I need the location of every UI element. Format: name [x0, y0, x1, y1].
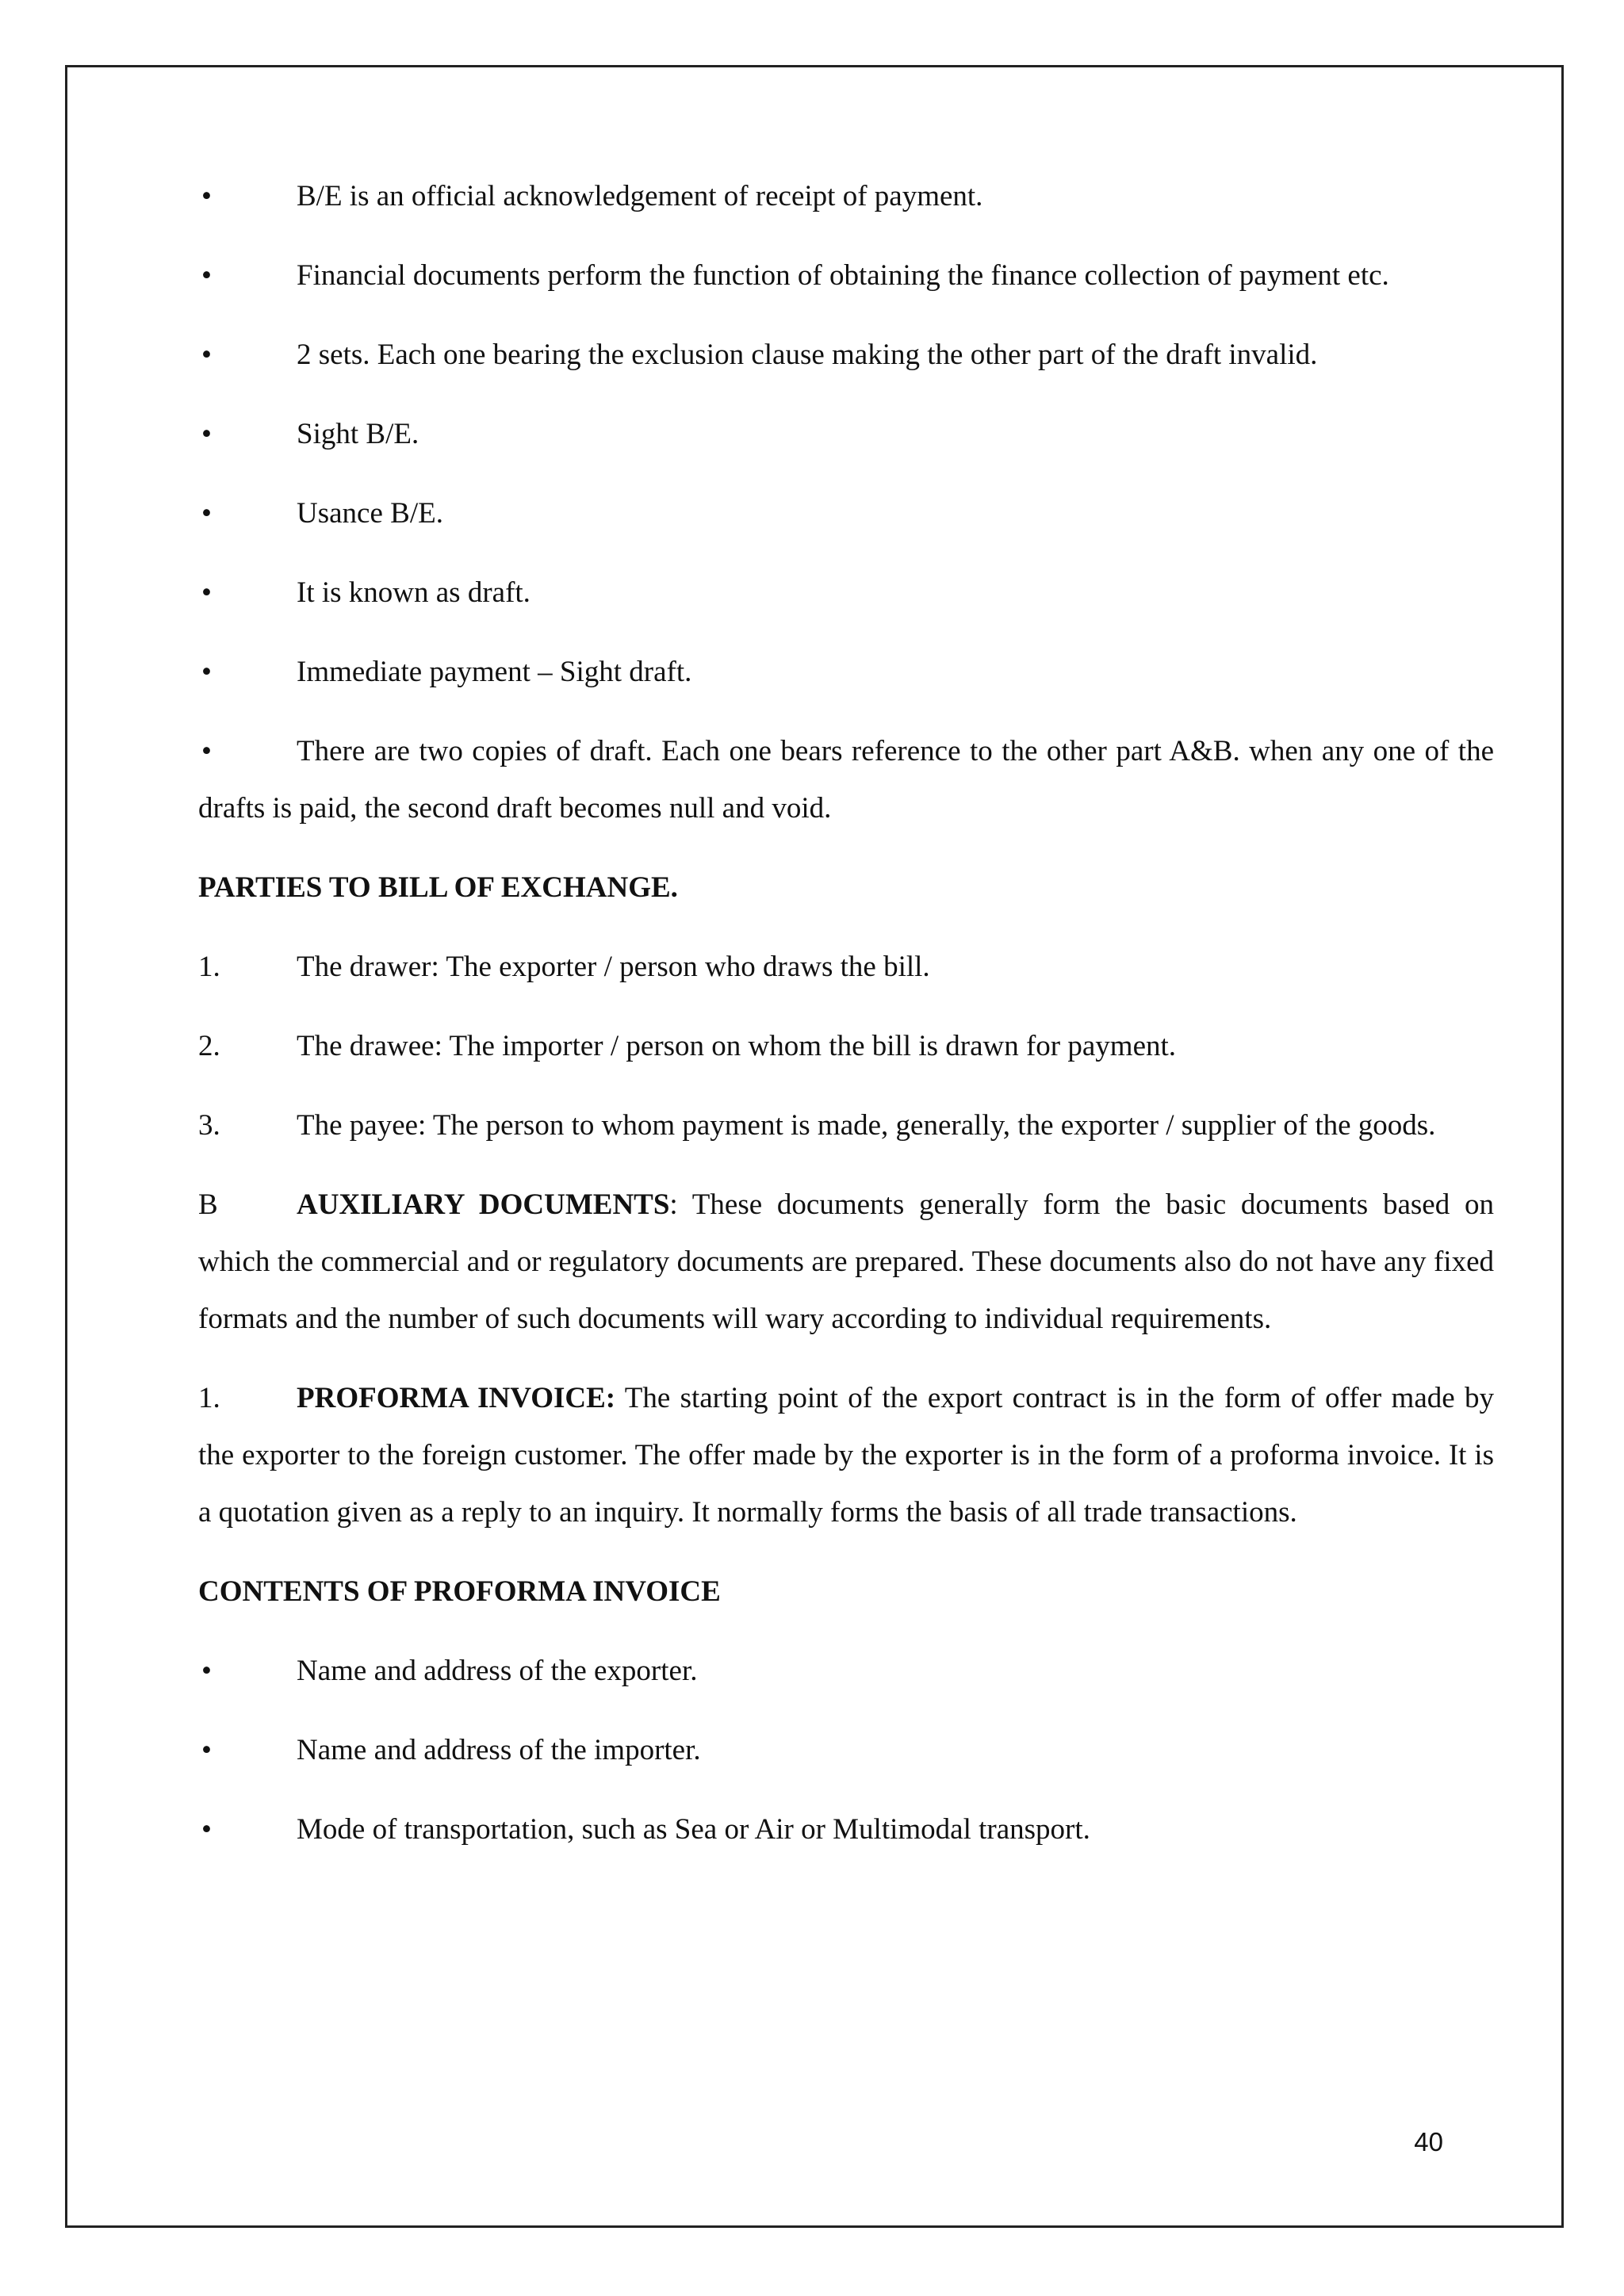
bullet-marker: •: [201, 339, 212, 371]
section-heading-contents: CONTENTS OF PROFORMA INVOICE: [198, 1575, 721, 1608]
bullet-marker: •: [201, 735, 212, 767]
list-item: [198, 168, 1494, 225]
term-label: AUXILIARY DOCUMENTS: [297, 1188, 670, 1221]
section-letter: B: [198, 1188, 218, 1221]
numbered-item: [198, 939, 1494, 996]
list-item-text: It is known as draft.: [297, 576, 530, 609]
item-number: 1.: [198, 1382, 220, 1414]
term-description: : These documents generally form the basic documents based on which the commercial and or regulatory documents are prepared. These documents also do not have any fixed formats and the number of such documents will wary according to individual requirements.: [198, 1188, 1494, 1335]
bullet-marker: •: [201, 418, 212, 450]
proforma-invoice-paragraph: [198, 1370, 1494, 1541]
numbered-item-text: The drawee: The importer / person on whom the bill is drawn for payment.: [297, 1030, 1177, 1062]
bullet-marker: •: [201, 656, 212, 688]
auxiliary-documents-paragraph: [198, 1177, 1494, 1348]
list-item-text: Immediate payment – Sight draft.: [297, 656, 692, 688]
section-heading-parties: PARTIES TO BILL OF EXCHANGE.: [198, 871, 678, 904]
list-item: [198, 723, 1494, 837]
list-item-text: Name and address of the importer.: [297, 1734, 701, 1766]
bullet-marker: •: [201, 1655, 212, 1687]
numbered-item-text: The payee: The person to whom payment is made, generally, the exporter / supplier of the goods.: [297, 1109, 1436, 1142]
numbered-item: [198, 1097, 1494, 1154]
document-body: [198, 168, 1494, 1881]
list-item-text: B/E is an official acknowledgement of receipt of payment.: [297, 180, 983, 212]
list-item-text: There are two copies of draft. Each one bears reference to the other part A&B. when any one of the drafts is paid, the second draft becomes null and void.: [198, 735, 1494, 825]
page-number: 40: [1414, 2127, 1443, 2156]
item-number: 3.: [198, 1109, 220, 1142]
term-label: PROFORMA INVOICE:: [297, 1382, 616, 1414]
list-item: [198, 1643, 1494, 1700]
list-item-text: Usance B/E.: [297, 497, 443, 530]
bullet-marker: •: [201, 180, 212, 212]
item-number: 1.: [198, 951, 220, 983]
list-item: [198, 1801, 1494, 1858]
list-item: [198, 1722, 1494, 1779]
bullet-marker: •: [201, 497, 212, 530]
bullet-marker: •: [201, 1734, 212, 1766]
paragraph-text: [198, 1370, 1494, 1541]
numbered-item-text: The drawer: The exporter / person who draws the bill.: [297, 951, 930, 983]
paragraph-text: [198, 1177, 1494, 1348]
list-item: [198, 247, 1494, 304]
term-description: The starting point of the export contract is in the form of offer made by the exporter to the foreign customer. The offer made by the exporter is in the form of a proforma invoice. It is a quotation given as a reply to an inquiry. It normally forms the basis of all trade transactions.: [198, 1382, 1494, 1529]
bullet-marker: •: [201, 1813, 212, 1846]
bullet-marker: •: [201, 576, 212, 609]
list-item: [198, 406, 1494, 463]
numbered-item: [198, 1018, 1494, 1075]
item-number: 2.: [198, 1030, 220, 1062]
list-item: [198, 327, 1494, 384]
list-item-text: Mode of transportation, such as Sea or Air or Multimodal transport.: [297, 1813, 1090, 1846]
list-item: [198, 485, 1494, 542]
list-item-text: Financial documents perform the function of obtaining the finance collection of payment etc.: [297, 259, 1389, 292]
list-item-text: 2 sets. Each one bearing the exclusion clause making the other part of the draft invalid.: [297, 339, 1318, 371]
bullet-marker: •: [201, 259, 212, 292]
list-item-text: Name and address of the exporter.: [297, 1655, 698, 1687]
list-item-text: Sight B/E.: [297, 418, 419, 450]
list-item: [198, 564, 1494, 622]
list-item: [198, 644, 1494, 701]
